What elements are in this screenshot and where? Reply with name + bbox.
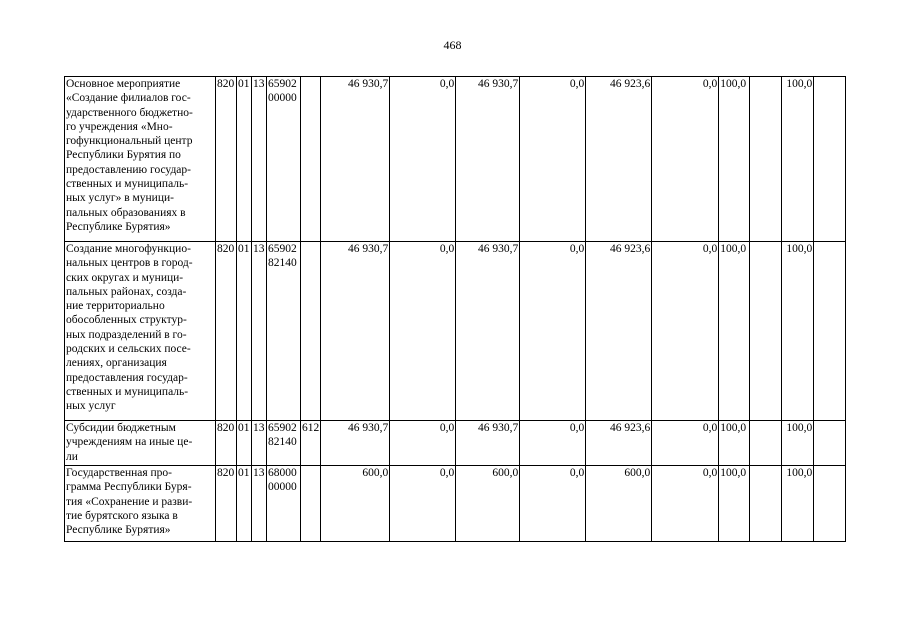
csr-cell: 65902 82140 — [267, 421, 301, 466]
value-cell: 46 930,7 — [321, 421, 390, 466]
budget-table — [64, 76, 846, 542]
percent-cell: 100,0 — [782, 77, 814, 242]
row-name: Создание многофункцио- нальных центров в город- ских округах и муници- пальных районах, созда- ние территориально обособленных структур- ных подразделений в го- родских и сельских посе- лениях, организация предоставления государ- ственных и муниципаль- ных услуг — [65, 242, 216, 421]
table-row — [65, 466, 846, 542]
table-row — [65, 77, 846, 242]
page-number: 468 — [443, 38, 462, 52]
empty-cell — [814, 421, 846, 466]
empty-cell — [750, 77, 782, 242]
value-cell: 0,0 — [520, 77, 586, 242]
empty-cell — [750, 466, 782, 542]
csr-cell: 65902 00000 — [267, 77, 301, 242]
vr-cell: 612 — [301, 421, 321, 466]
percent-cell: 100,0 — [719, 242, 750, 421]
value-cell: 0,0 — [520, 242, 586, 421]
empty-cell — [814, 242, 846, 421]
row-name: Основное мероприятие «Создание филиалов гос- ударственного бюджетно- го учреждения «Мно- гофункциональный центр Республики Бурятия по предоставлению государ- ственных и муниципаль- ных услуг» в муници- пальных образованиях в Республике Бурятия» — [65, 77, 216, 242]
pr-cell: 13 — [252, 466, 267, 542]
rz-cell: 01 — [237, 77, 252, 242]
rz-cell: 01 — [237, 466, 252, 542]
value-cell: 0,0 — [652, 421, 719, 466]
empty-cell — [750, 421, 782, 466]
percent-cell: 100,0 — [782, 242, 814, 421]
value-cell: 0,0 — [652, 466, 719, 542]
table-row — [65, 421, 846, 466]
percent-cell: 100,0 — [719, 466, 750, 542]
pr-cell: 13 — [252, 77, 267, 242]
percent-cell: 100,0 — [719, 421, 750, 466]
grbs-cell: 820 — [216, 466, 237, 542]
value-cell: 0,0 — [390, 242, 456, 421]
value-cell: 46 930,7 — [456, 77, 520, 242]
csr-cell: 68000 00000 — [267, 466, 301, 542]
value-cell: 0,0 — [390, 77, 456, 242]
value-cell: 46 923,6 — [586, 242, 652, 421]
grbs-cell: 820 — [216, 242, 237, 421]
empty-cell — [814, 77, 846, 242]
value-cell: 46 930,7 — [321, 77, 390, 242]
value-cell: 0,0 — [652, 77, 719, 242]
pr-cell: 13 — [252, 421, 267, 466]
percent-cell: 100,0 — [719, 77, 750, 242]
value-cell: 0,0 — [652, 242, 719, 421]
vr-cell — [301, 242, 321, 421]
value-cell: 46 923,6 — [586, 77, 652, 242]
grbs-cell: 820 — [216, 77, 237, 242]
table-row — [65, 242, 846, 421]
row-name: Государственная про- грамма Республики Буря- тия «Сохранение и разви- тие бурятского языка в Республике Бурятия» — [65, 466, 216, 542]
empty-cell — [814, 466, 846, 542]
value-cell: 46 930,7 — [321, 242, 390, 421]
value-cell: 600,0 — [321, 466, 390, 542]
value-cell: 0,0 — [520, 466, 586, 542]
value-cell: 600,0 — [456, 466, 520, 542]
empty-cell — [750, 242, 782, 421]
value-cell: 46 923,6 — [586, 421, 652, 466]
value-cell: 46 930,7 — [456, 242, 520, 421]
pr-cell: 13 — [252, 242, 267, 421]
value-cell: 0,0 — [390, 466, 456, 542]
rz-cell: 01 — [237, 421, 252, 466]
vr-cell — [301, 77, 321, 242]
value-cell: 0,0 — [390, 421, 456, 466]
percent-cell: 100,0 — [782, 466, 814, 542]
value-cell: 0,0 — [520, 421, 586, 466]
value-cell: 600,0 — [586, 466, 652, 542]
rz-cell: 01 — [237, 242, 252, 421]
value-cell: 46 930,7 — [456, 421, 520, 466]
percent-cell: 100,0 — [782, 421, 814, 466]
row-name: Субсидии бюджетным учреждениям на иные це- ли — [65, 421, 216, 466]
csr-cell: 65902 82140 — [267, 242, 301, 421]
grbs-cell: 820 — [216, 421, 237, 466]
vr-cell — [301, 466, 321, 542]
